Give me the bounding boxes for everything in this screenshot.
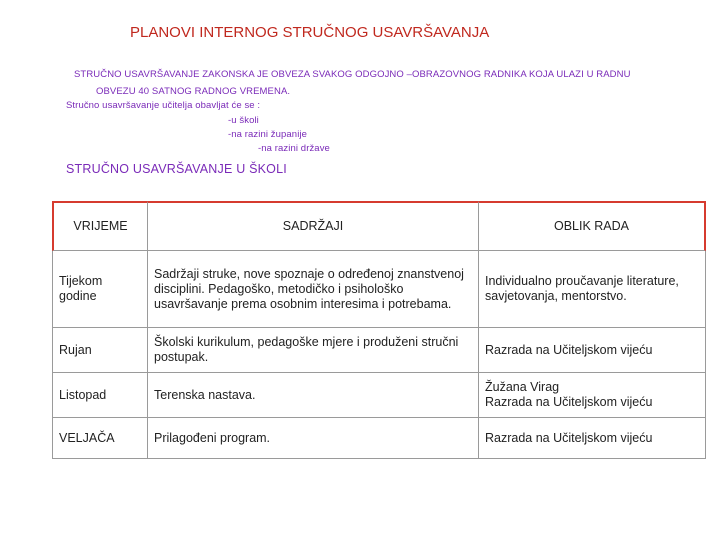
table-row [52, 418, 706, 459]
intro-line-4: -u školi [228, 115, 259, 126]
intro-line-2: OBVEZU 40 SATNOG RADNOG VREMENA. [96, 86, 291, 97]
intro-line-3: Stručno usavršavanje učitelja obavljat će se : [66, 100, 261, 111]
header-time: VRIJEME [52, 201, 148, 251]
cell-time: Tijekom godine [52, 251, 148, 328]
intro-line-6: -na razini države [258, 143, 330, 154]
table-row [52, 373, 706, 418]
section-subtitle: STRUČNO USAVRŠAVANJE U ŠKOLI [66, 162, 287, 176]
cell-form-line: Razrada na Učiteljskom vijeću [485, 430, 653, 445]
cell-form [479, 418, 706, 459]
header-content: SADRŽAJI [148, 201, 479, 251]
cell-time: Rujan [52, 328, 148, 373]
cell-time: Listopad [52, 373, 148, 418]
cell-form [479, 373, 706, 418]
training-plan-table [52, 201, 706, 459]
page-title: PLANOVI INTERNOG STRUČNOG USAVRŠAVANJA [130, 24, 490, 41]
cell-content: Sadržaji struke, nove spoznaje o određenoj znanstvenoj disciplini. Pedagoško, metodičko i psihološko usavršavanje prema osobnim interesima i potrebama. [148, 251, 479, 328]
intro-line-5: -na razini županije [228, 129, 307, 140]
table-row [52, 251, 706, 328]
cell-content: Školski kurikulum, pedagoške mjere i produženi stručni postupak. [148, 328, 479, 373]
table-row [52, 328, 706, 373]
cell-form [479, 328, 706, 373]
cell-form-line: Razrada na Učiteljskom vijeću [485, 342, 653, 357]
cell-time: VELJAČA [52, 418, 148, 459]
cell-form-line: Razrada na Učiteljskom vijeću [485, 395, 653, 409]
header-form: OBLIK RADA [479, 201, 706, 251]
intro-line-1: STRUČNO USAVRŠAVANJE ZAKONSKA JE OBVEZA SVAKOG ODGOJNO –OBRAZOVNOG RADNIKA KOJA ULAZI U RADNU [74, 69, 631, 80]
table-header-row [52, 201, 706, 251]
cell-form-line: Žužana Virag [485, 380, 560, 394]
cell-form-line: Individualno proučavanje literature, savjetovanja, mentorstvo. [485, 274, 679, 303]
cell-content: Prilagođeni program. [148, 418, 479, 459]
cell-form [479, 251, 706, 328]
cell-content: Terenska nastava. [148, 373, 479, 418]
